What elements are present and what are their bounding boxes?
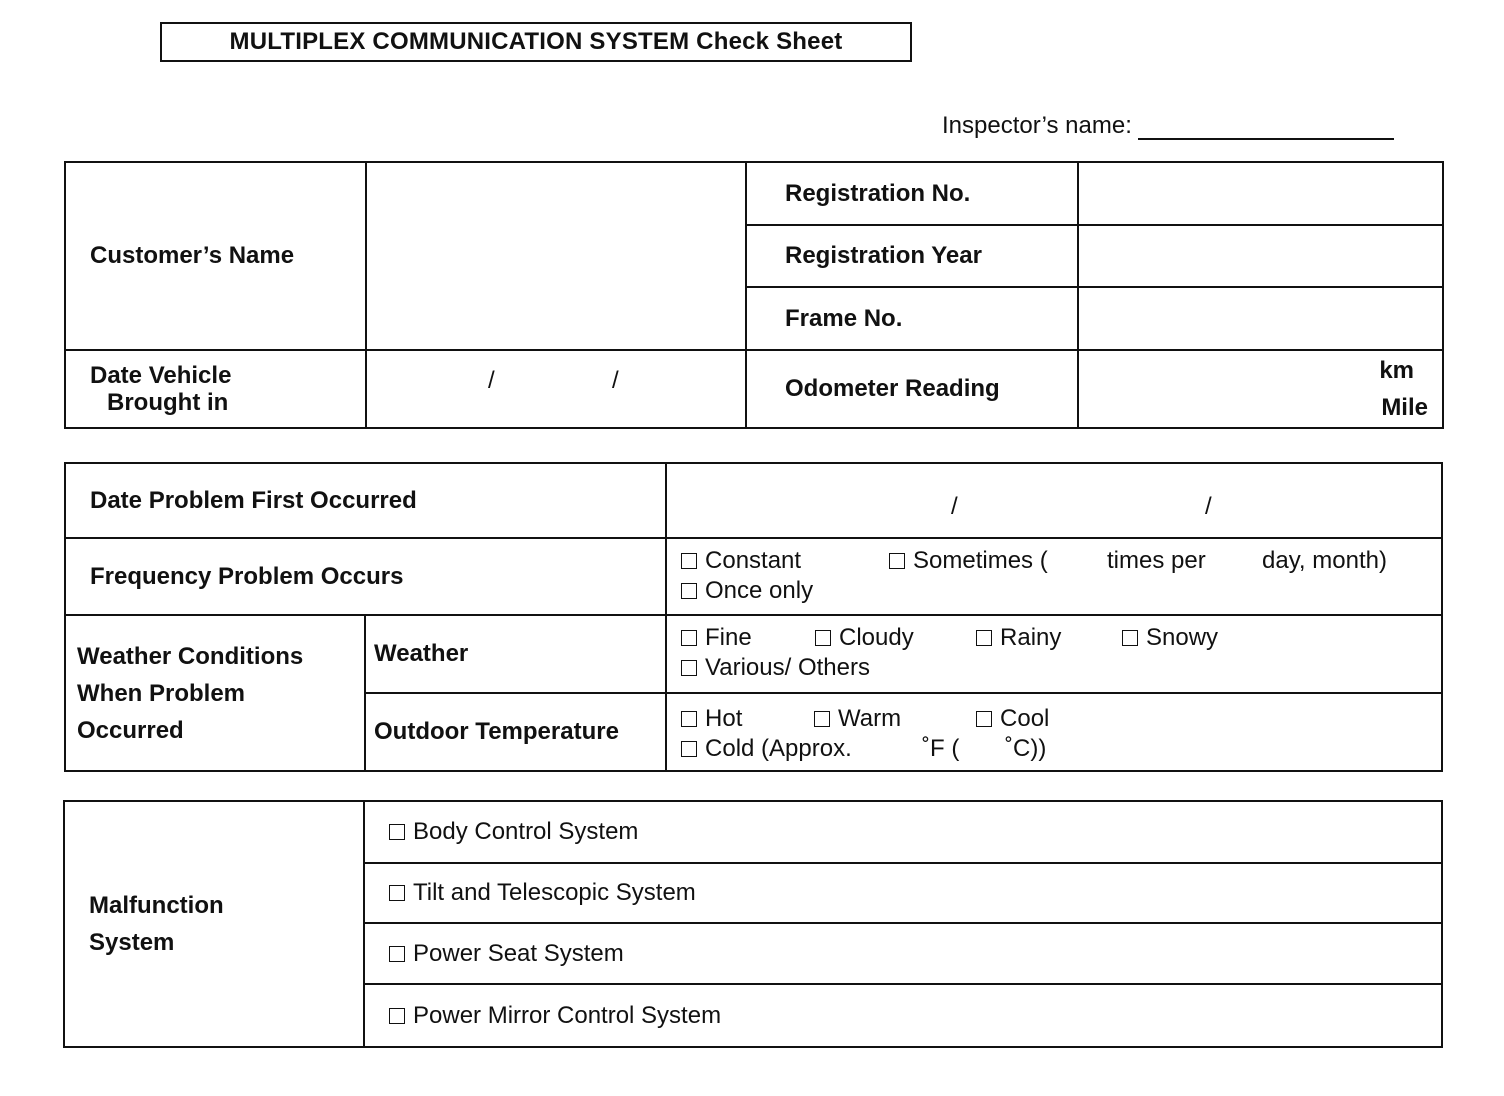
- temperature-text: Outdoor Temperature: [374, 718, 619, 745]
- title-text: MULTIPLEX COMMUNICATION SYSTEM Check Sheet: [229, 28, 843, 55]
- option-cold-label: Cold (Approx.: [705, 735, 852, 762]
- registration-year-label: [746, 225, 1078, 287]
- checkbox-icon[interactable]: [681, 553, 697, 569]
- times-per-label: times per: [1107, 547, 1206, 574]
- checkbox-icon[interactable]: [814, 711, 830, 727]
- option-constant[interactable]: [681, 547, 801, 575]
- cold-fahrenheit-label: ˚F (: [922, 735, 960, 762]
- date-first-label: [65, 463, 666, 538]
- option-once-only-label: Once only: [705, 577, 814, 604]
- checkbox-icon[interactable]: [389, 946, 405, 962]
- option-various-others[interactable]: [681, 654, 870, 682]
- date-slash-2: /: [612, 367, 619, 394]
- option-cool[interactable]: [976, 705, 1049, 733]
- customer-name-label: [65, 162, 366, 350]
- checkbox-icon[interactable]: [389, 1008, 405, 1024]
- temperature-options: [666, 693, 1442, 771]
- option-once-only[interactable]: [681, 577, 813, 605]
- registration-year-field[interactable]: [1078, 225, 1443, 287]
- option-snowy-label: Snowy: [1146, 624, 1219, 651]
- option-fine-label: Fine: [705, 624, 752, 651]
- unit-mile: Mile: [1381, 394, 1428, 421]
- checkbox-icon[interactable]: [976, 711, 992, 727]
- system-power-mirror[interactable]: [364, 984, 1442, 1047]
- day-month-label: day, month): [1262, 547, 1387, 574]
- date-brought-label: [65, 350, 366, 428]
- malfunction-system-label: [64, 801, 364, 1047]
- option-warm-label: Warm: [838, 705, 902, 732]
- checkbox-icon[interactable]: [681, 660, 697, 676]
- checkbox-icon[interactable]: [681, 741, 697, 757]
- checkbox-icon[interactable]: [815, 630, 831, 646]
- weather-conditions-line3: Occurred: [77, 716, 184, 744]
- registration-no-text: Registration No.: [785, 179, 971, 207]
- malfunction-line2: System: [89, 929, 175, 956]
- date-first-slash-2: /: [1205, 493, 1212, 520]
- option-constant-label: Constant: [705, 547, 802, 574]
- checkbox-icon[interactable]: [389, 885, 405, 901]
- date-slash-1: /: [488, 367, 495, 394]
- date-first-field[interactable]: [666, 463, 1442, 538]
- page-title: [160, 22, 912, 62]
- problem-table: [64, 462, 1443, 772]
- option-rainy[interactable]: [976, 624, 1061, 652]
- weather-text: Weather: [374, 640, 469, 667]
- option-fine[interactable]: [681, 624, 752, 652]
- checkbox-icon[interactable]: [681, 583, 697, 599]
- malfunction-line1: Malfunction: [89, 892, 224, 919]
- frequency-text: Frequency Problem Occurs: [90, 562, 404, 590]
- customer-name-field[interactable]: [366, 162, 746, 350]
- inspector-name-blank[interactable]: [1138, 112, 1394, 140]
- system-power-seat[interactable]: [364, 923, 1442, 984]
- vehicle-info-table: [64, 161, 1444, 429]
- system-body-control-label: Body Control System: [413, 818, 639, 845]
- frame-no-field[interactable]: [1078, 287, 1443, 350]
- option-cloudy-label: Cloudy: [839, 624, 914, 651]
- frequency-label: [65, 538, 666, 615]
- date-brought-line2: Brought in: [107, 389, 229, 416]
- option-hot-label: Hot: [705, 705, 743, 732]
- frame-no-text: Frame No.: [785, 304, 903, 332]
- checkbox-icon[interactable]: [681, 711, 697, 727]
- odometer-text: Odometer Reading: [785, 375, 1000, 402]
- temperature-label: [365, 693, 666, 771]
- odometer-label: [746, 350, 1078, 428]
- malfunction-table: [63, 800, 1443, 1048]
- option-various-others-label: Various/ Others: [705, 654, 870, 681]
- date-first-slash-1: /: [951, 493, 958, 520]
- system-power-seat-label: Power Seat System: [413, 939, 624, 967]
- registration-year-text: Registration Year: [785, 242, 982, 269]
- option-cool-label: Cool: [1000, 705, 1050, 732]
- date-first-text: Date Problem First Occurred: [90, 486, 417, 514]
- option-sometimes[interactable]: [889, 547, 1048, 575]
- option-snowy[interactable]: [1122, 624, 1218, 652]
- checkbox-icon[interactable]: [681, 630, 697, 646]
- cold-celsius-label: ˚C)): [1005, 735, 1047, 762]
- system-tilt-telescopic[interactable]: [364, 863, 1442, 923]
- option-warm[interactable]: [814, 705, 901, 733]
- weather-conditions-line1: Weather Conditions: [77, 642, 304, 670]
- checkbox-icon[interactable]: [1122, 630, 1138, 646]
- option-sometimes-label: Sometimes (: [913, 547, 1048, 574]
- date-brought-line1: Date Vehicle: [90, 362, 232, 389]
- option-hot[interactable]: [681, 705, 742, 733]
- date-brought-field[interactable]: [366, 350, 746, 428]
- system-power-mirror-label: Power Mirror Control System: [413, 1001, 722, 1029]
- weather-options: [666, 615, 1442, 693]
- option-rainy-label: Rainy: [1000, 624, 1062, 651]
- unit-km: km: [1379, 357, 1414, 384]
- weather-label: [365, 615, 666, 693]
- checkbox-icon[interactable]: [389, 824, 405, 840]
- system-tilt-telescopic-label: Tilt and Telescopic System: [413, 879, 696, 906]
- option-cloudy[interactable]: [815, 624, 914, 652]
- weather-conditions-label: [65, 615, 365, 771]
- customer-name-text: Customer’s Name: [90, 242, 295, 269]
- system-body-control[interactable]: [364, 801, 1442, 863]
- odometer-field[interactable]: [1078, 350, 1443, 428]
- checkbox-icon[interactable]: [976, 630, 992, 646]
- frame-no-label: [746, 287, 1078, 350]
- registration-no-field[interactable]: [1078, 162, 1443, 225]
- option-cold[interactable]: [681, 735, 852, 763]
- inspector-label: Inspector’s name:: [942, 112, 1132, 139]
- frequency-options: [666, 538, 1442, 615]
- registration-no-label: [746, 162, 1078, 225]
- weather-conditions-line2: When Problem: [77, 679, 246, 707]
- checkbox-icon[interactable]: [889, 553, 905, 569]
- inspector-name-field: [942, 112, 1394, 140]
